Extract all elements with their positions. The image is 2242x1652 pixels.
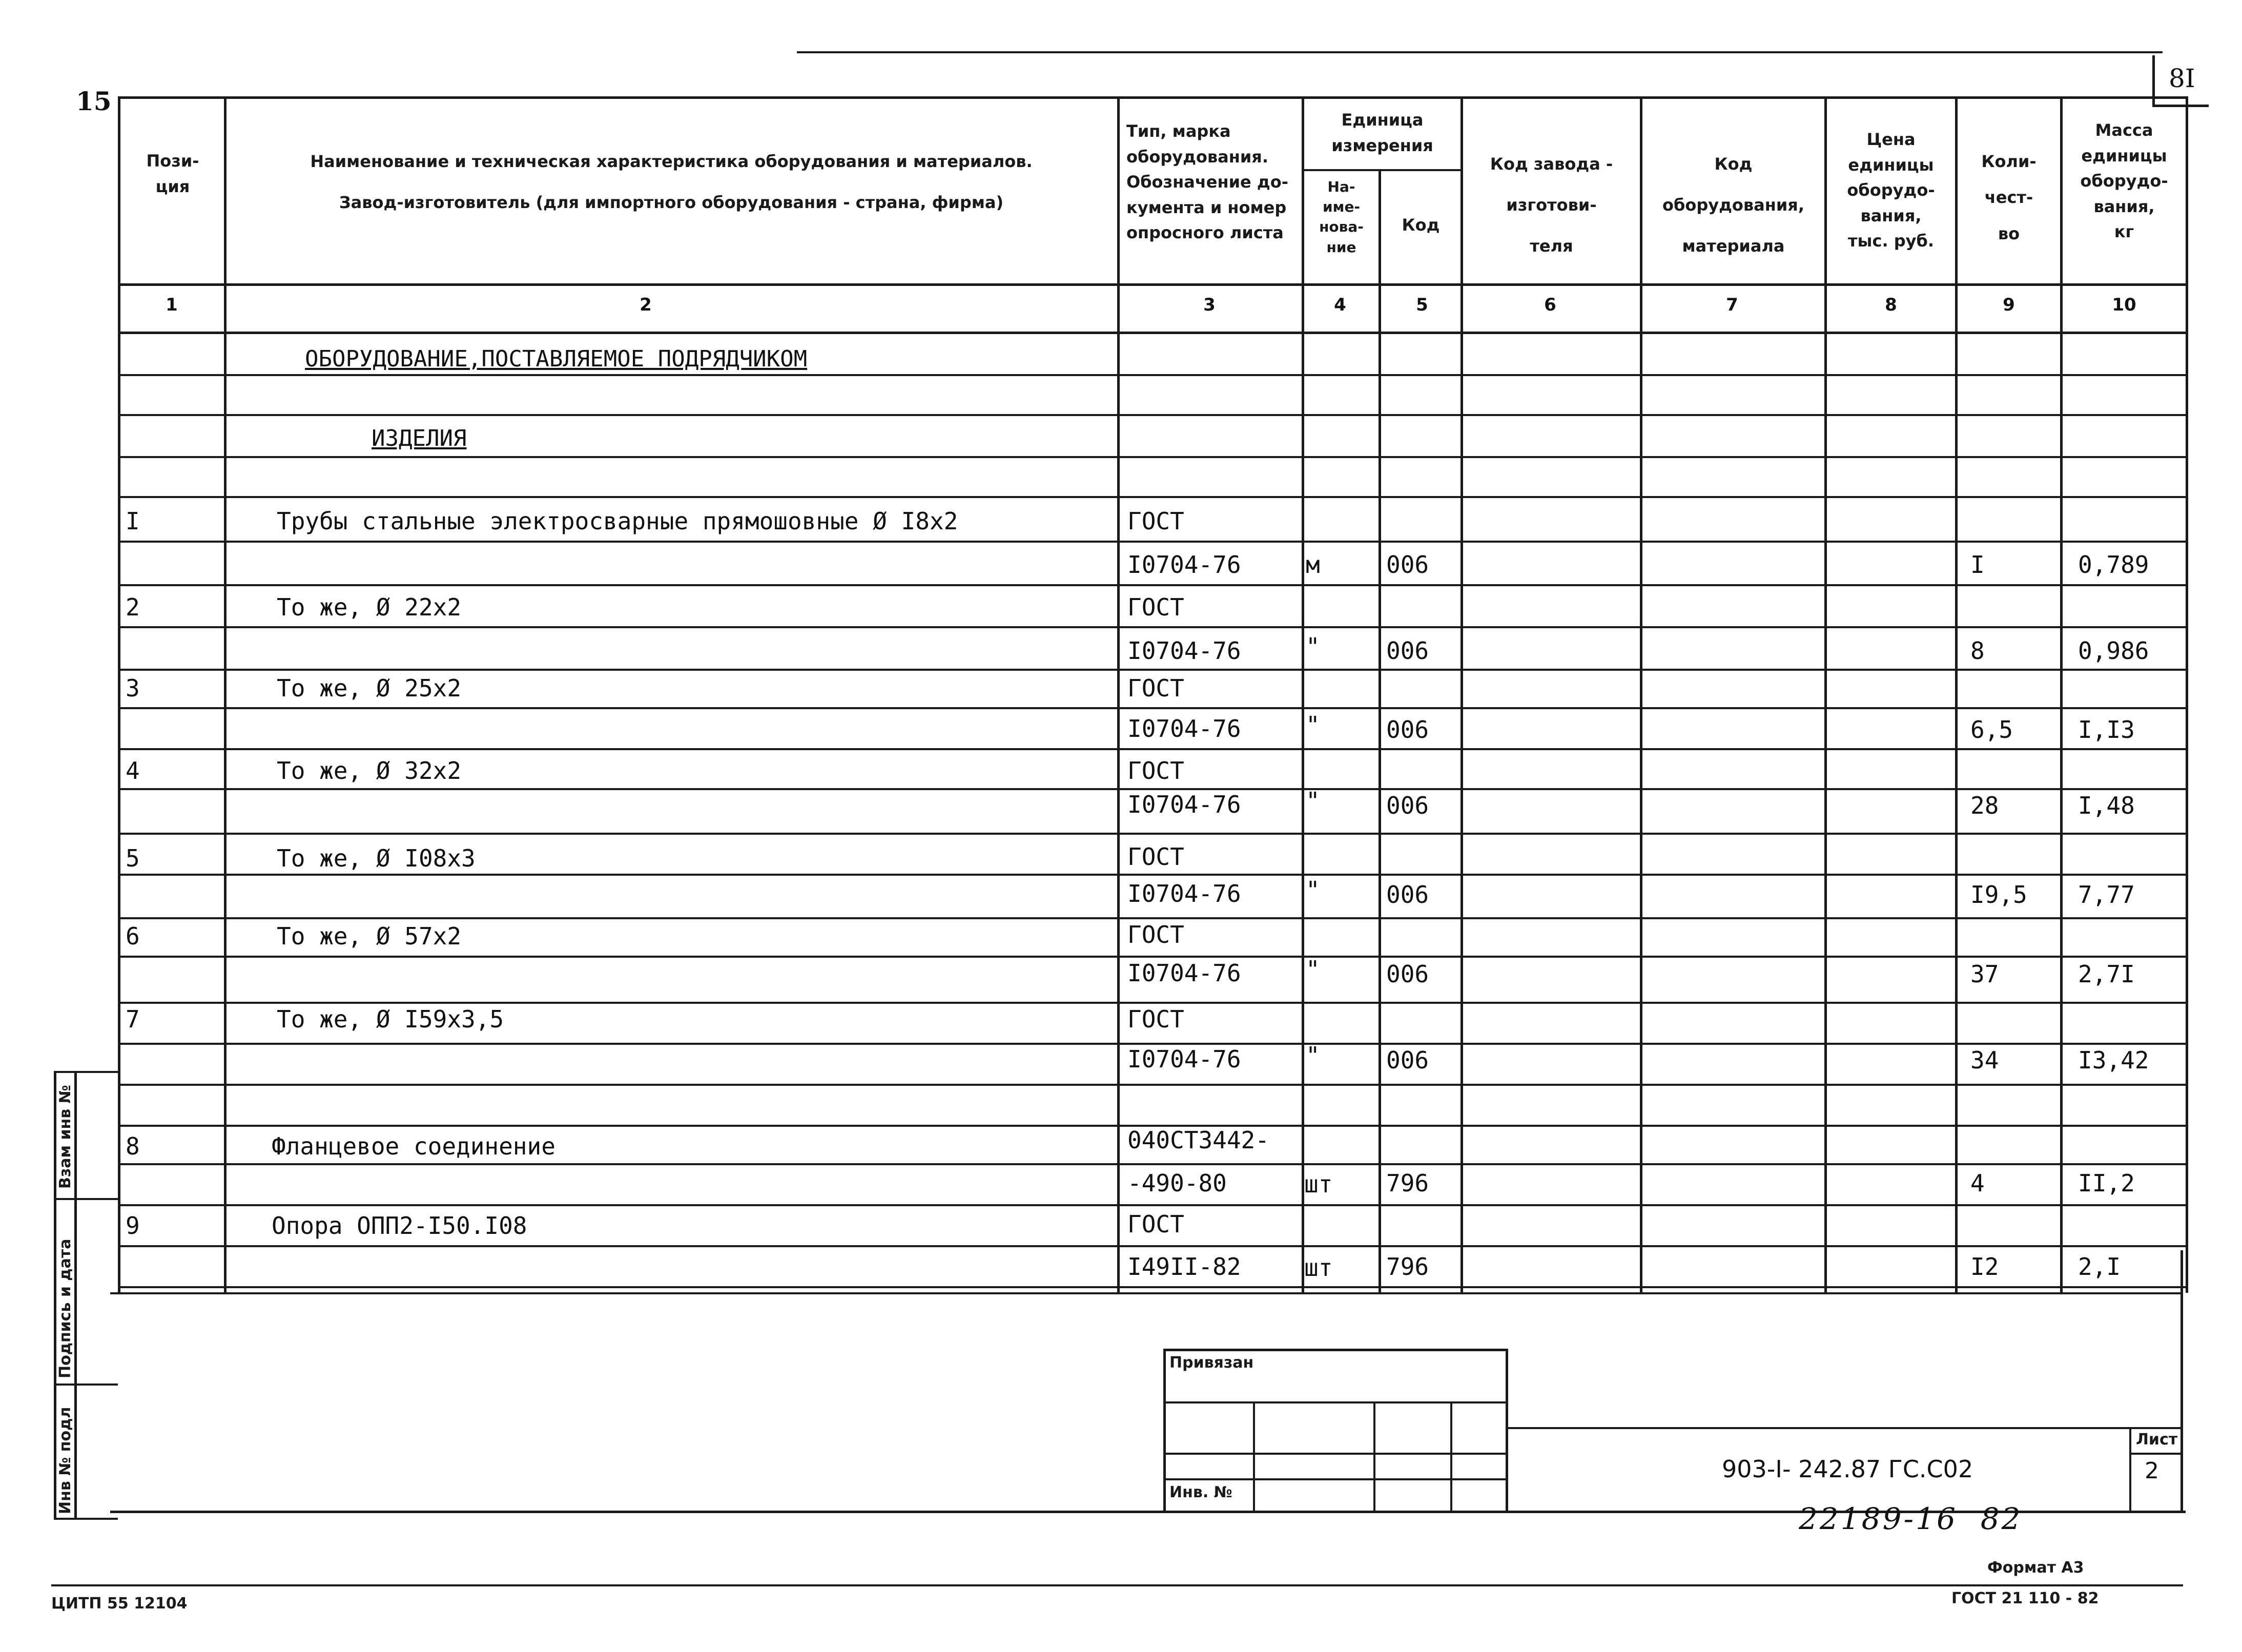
row-unit: " xyxy=(1306,787,1320,815)
row-line xyxy=(118,1002,2188,1004)
row-doc: ГОСТ xyxy=(1127,674,1184,702)
row-line xyxy=(118,1204,2188,1206)
row-mass: I3,42 xyxy=(2078,1046,2149,1074)
row-doc: ГОСТ xyxy=(1127,1005,1184,1033)
row-doc-number: I0704-76 xyxy=(1127,1045,1241,1073)
row-doc: 040СТ3442- xyxy=(1127,1126,1269,1154)
stamp-line xyxy=(1163,1478,1507,1480)
stamp-vline xyxy=(1253,1401,1255,1512)
row-line xyxy=(118,1084,2188,1086)
row-position: 8 xyxy=(126,1132,140,1160)
handwritten-number: 22189-16 82 xyxy=(1799,1501,2023,1536)
row-line xyxy=(118,874,2188,876)
row-quantity: 34 xyxy=(1970,1046,1999,1074)
row-unit: " xyxy=(1306,1042,1320,1069)
row-line xyxy=(118,541,2188,543)
col-line xyxy=(1461,96,1463,1293)
col-line xyxy=(1955,96,1958,1293)
col-line xyxy=(118,96,120,1293)
sheet-box-left xyxy=(2129,1427,2131,1512)
row-doc-number: I0704-76 xyxy=(1127,880,1241,907)
bottom-left-code: ЦИТП 55 12104 xyxy=(51,1595,188,1613)
colnum-2: 2 xyxy=(640,295,652,315)
row-line xyxy=(118,626,2188,628)
row-mass: 2,I xyxy=(2078,1253,2121,1281)
page-right-frame xyxy=(2181,1250,2183,1513)
document-code: 903-I- 242.87 ГС.С02 xyxy=(1722,1455,1973,1483)
row-unit: " xyxy=(1306,633,1320,660)
colnum-4: 4 xyxy=(1334,295,1346,315)
row-doc-number: I49II-82 xyxy=(1127,1253,1241,1281)
stamp-inv-label: Инв. № xyxy=(1169,1483,1232,1501)
header-col6: Код завода - изготови- теля xyxy=(1490,154,1613,256)
stamp-vline xyxy=(1450,1401,1452,1512)
colnum-8: 8 xyxy=(1885,295,1897,315)
header-col2: Наименование и техническая характеристика оборудования и материалов. Завод-изготовитель (для импортного оборудования - страна, фирма) xyxy=(310,152,1033,212)
colnum-divider xyxy=(118,332,2188,334)
row-name: То же, Ø I08x3 xyxy=(277,844,476,872)
stamp-code-top xyxy=(1506,1427,2182,1429)
gost-label: ГОСТ 21 110 - 82 xyxy=(1951,1589,2099,1607)
row-unit: м xyxy=(1306,551,1320,579)
row-mass: 0,986 xyxy=(2078,637,2149,665)
row-line xyxy=(118,917,2188,919)
row-line xyxy=(118,1163,2188,1165)
header-col10: Масса единицы оборудо- вания, кг xyxy=(2080,120,2168,242)
row-line xyxy=(118,496,2188,498)
row-unit: шт xyxy=(1304,1254,1333,1282)
row-line xyxy=(118,414,2188,416)
row-name: То же, Ø 57x2 xyxy=(277,922,462,950)
row-doc-number: I0704-76 xyxy=(1127,959,1241,987)
margin-strip-div2 xyxy=(54,1383,118,1386)
row-position: 2 xyxy=(126,593,140,621)
row-position: 9 xyxy=(126,1212,140,1240)
header-col3: Тип, марка оборудования. Обозначение до- кумента и номер опросного листа xyxy=(1126,121,1288,243)
row-position: 5 xyxy=(126,844,140,872)
row-doc: ГОСТ xyxy=(1127,921,1184,948)
col-line xyxy=(224,96,227,1293)
corner-box-bottom xyxy=(2152,105,2209,107)
row-quantity: 4 xyxy=(1970,1169,1985,1197)
colnum-9: 9 xyxy=(2003,295,2015,315)
row-name: То же, Ø 32x2 xyxy=(277,757,462,784)
row-unit: " xyxy=(1306,876,1320,904)
row-doc-number: I0704-76 xyxy=(1127,715,1241,742)
row-unit-code: 006 xyxy=(1386,792,1429,819)
row-position: 6 xyxy=(126,922,140,950)
row-mass: I,I3 xyxy=(2078,716,2135,744)
row-mass: 7,77 xyxy=(2078,881,2135,908)
row-position: 4 xyxy=(126,757,140,784)
top-border-line xyxy=(797,51,2163,53)
row-line xyxy=(118,584,2188,586)
colnum-6: 6 xyxy=(1544,295,1556,315)
colnum-1: 1 xyxy=(166,295,178,315)
unit-group-header: Единица измерения xyxy=(1331,110,1433,155)
row-line xyxy=(118,748,2188,750)
row-position: I xyxy=(126,507,140,535)
row-mass: 2,7I xyxy=(2078,960,2135,988)
stamp-top xyxy=(1163,1349,1507,1351)
colnum-7: 7 xyxy=(1726,295,1738,315)
row-line xyxy=(118,456,2188,458)
row-unit-code: 006 xyxy=(1386,637,1429,665)
row-position: 7 xyxy=(126,1005,140,1033)
row-unit-code: 006 xyxy=(1386,1046,1429,1074)
row-quantity: 6,5 xyxy=(1970,716,2013,744)
row-doc-number: I0704-76 xyxy=(1127,637,1241,665)
colnum-5: 5 xyxy=(1416,295,1428,315)
col-line xyxy=(1824,96,1827,1293)
row-unit: " xyxy=(1306,956,1320,983)
row-line xyxy=(118,1245,2188,1247)
row-quantity: I xyxy=(1970,551,1985,579)
header-col7: Код оборудования, материала xyxy=(1662,154,1804,256)
margin-label-inv-podl: Инв № подл xyxy=(56,1407,74,1514)
sheet-box-divider xyxy=(2129,1453,2181,1455)
row-unit-code: 796 xyxy=(1386,1253,1429,1281)
row-line xyxy=(118,669,2188,671)
col-line xyxy=(1302,96,1304,1293)
row-line xyxy=(118,707,2188,709)
col-line xyxy=(1117,96,1120,1293)
header-col1: Пози- ция xyxy=(146,151,199,196)
subsection-title: ИЗДЕЛИЯ xyxy=(372,425,467,451)
row-unit: " xyxy=(1306,711,1320,739)
margin-strip-div1 xyxy=(54,1198,118,1200)
sheet-corner-number: 8I xyxy=(2169,64,2195,93)
margin-strip-top xyxy=(54,1071,118,1073)
header-divider xyxy=(118,283,2188,286)
colnum-10: 10 xyxy=(2112,295,2136,315)
row-line xyxy=(118,788,2188,790)
row-line xyxy=(118,374,2188,376)
stamp-line xyxy=(1163,1453,1507,1455)
row-quantity: 28 xyxy=(1970,792,1999,819)
row-unit-code: 796 xyxy=(1386,1169,1429,1197)
sheet-number: 2 xyxy=(2145,1458,2159,1484)
row-unit-code: 006 xyxy=(1386,881,1429,908)
section-title: ОБОРУДОВАНИЕ,ПОСТАВЛЯЕМОЕ ПОДРЯДЧИКОМ xyxy=(305,346,808,372)
row-line xyxy=(118,1043,2188,1045)
table-bottom-border xyxy=(110,1292,2181,1294)
row-doc-number: I0704-76 xyxy=(1127,791,1241,818)
row-mass: I,48 xyxy=(2078,792,2135,819)
margin-label-vzam-inv: Взам инв № xyxy=(56,1085,74,1189)
table-top-border xyxy=(118,96,2188,99)
margin-strip-mid xyxy=(74,1071,77,1519)
format-label: Формат А3 xyxy=(1987,1559,2084,1577)
row-name: Трубы стальные электросварные прямошовные Ø I8x2 xyxy=(277,507,958,535)
sheet-label: Лист xyxy=(2136,1431,2178,1449)
footer-line xyxy=(51,1584,2183,1586)
stamp-left xyxy=(1163,1349,1166,1512)
stamp-vline xyxy=(1373,1401,1375,1512)
row-name: То же, Ø 25x2 xyxy=(277,674,462,702)
row-unit-code: 006 xyxy=(1386,716,1429,744)
row-doc-number: -490-80 xyxy=(1127,1169,1227,1197)
header-col4: На- име- нова- ние xyxy=(1319,178,1364,256)
row-quantity: 8 xyxy=(1970,637,1985,665)
row-name: То же, Ø 22x2 xyxy=(277,593,462,621)
stamp-bound-label: Привязан xyxy=(1169,1354,1254,1372)
row-unit-code: 006 xyxy=(1386,960,1429,988)
unit-group-divider xyxy=(1303,169,1462,171)
row-quantity: I9,5 xyxy=(1970,881,2027,908)
header-col9: Коли- чест- во xyxy=(1981,152,2037,243)
row-quantity: I2 xyxy=(1970,1253,1999,1281)
stamp-right xyxy=(1506,1349,1508,1512)
row-name: То же, Ø I59x3,5 xyxy=(277,1005,504,1033)
row-unit: шт xyxy=(1304,1170,1333,1198)
row-doc-number: I0704-76 xyxy=(1127,551,1241,579)
row-doc: ГОСТ xyxy=(1127,593,1184,621)
row-doc: ГОСТ xyxy=(1127,757,1184,784)
col-line xyxy=(2186,96,2188,1293)
row-position: 3 xyxy=(126,674,140,702)
page-number: 15 xyxy=(76,86,112,116)
row-mass: II,2 xyxy=(2078,1169,2135,1197)
row-name: Фланцевое соединение xyxy=(272,1132,556,1160)
row-line xyxy=(118,1286,2188,1288)
row-doc: ГОСТ xyxy=(1127,1210,1184,1238)
row-mass: 0,789 xyxy=(2078,551,2149,579)
margin-strip-bottom xyxy=(54,1518,118,1520)
row-line xyxy=(118,833,2188,835)
col-line xyxy=(1379,169,1381,1293)
margin-label-podpis-data: Подпись и дата xyxy=(56,1238,74,1378)
row-line xyxy=(118,956,2188,958)
colnum-3: 3 xyxy=(1203,295,1216,315)
row-doc: ГОСТ xyxy=(1127,843,1184,871)
header-col5: Код xyxy=(1402,215,1440,235)
row-quantity: 37 xyxy=(1970,960,1999,988)
col-line xyxy=(1640,96,1642,1293)
row-name: Опора ОПП2-I50.I08 xyxy=(272,1212,527,1240)
row-doc: ГОСТ xyxy=(1127,507,1184,535)
stamp-line xyxy=(1163,1401,1507,1403)
row-unit-code: 006 xyxy=(1386,551,1429,579)
col-line xyxy=(2060,96,2063,1293)
header-col8: Цена единицы оборудо- вания, тыс. руб. xyxy=(1847,130,1935,251)
